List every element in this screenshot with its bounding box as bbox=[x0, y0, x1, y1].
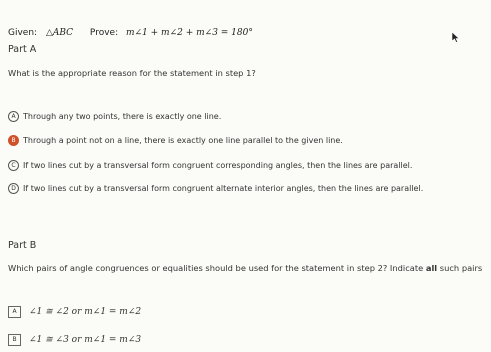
part-a-option-a[interactable] bbox=[8, 111, 221, 122]
part-a-question: What is the appropriate reason for the statement in step 1? bbox=[8, 68, 256, 78]
prove-label: Prove: bbox=[89, 28, 119, 38]
option-d-radio[interactable]: D bbox=[8, 183, 19, 194]
given-prove-line bbox=[8, 28, 253, 38]
option-a-radio[interactable]: A bbox=[8, 111, 19, 122]
part-a-option-d[interactable] bbox=[8, 183, 423, 194]
option-b-radio-selected[interactable]: B bbox=[8, 135, 19, 146]
option-c-text: If two lines cut by a transversal form congruent corresponding angles, then the lines are parallel. bbox=[23, 161, 413, 170]
part-b-option-a-text: ∠1 ≅ ∠2 or m∠1 = m∠2 bbox=[29, 307, 142, 317]
option-d-text: If two lines cut by a transversal form congruent alternate interior angles, then the lines are parallel. bbox=[23, 184, 424, 193]
part-b-question-suffix: such pairs bbox=[437, 263, 483, 273]
part-b-option-b-text: ∠1 ≅ ∠3 or m∠1 = m∠3 bbox=[29, 335, 142, 345]
mouse-pointer-icon bbox=[452, 32, 460, 43]
part-a-title: Part A bbox=[8, 44, 37, 55]
option-c-radio[interactable]: C bbox=[8, 160, 19, 171]
option-a-text: Through any two points, there is exactly one line. bbox=[23, 112, 222, 121]
prove-equation: m∠1 + m∠2 + m∠3 = 180° bbox=[125, 28, 253, 38]
part-a-option-b[interactable] bbox=[8, 135, 343, 146]
part-a-option-c[interactable] bbox=[8, 160, 412, 171]
given-triangle: △ABC bbox=[45, 28, 74, 38]
given-label: Given: bbox=[8, 28, 38, 38]
part-b-option-b[interactable] bbox=[8, 334, 141, 346]
part-b-title: Part B bbox=[8, 240, 37, 251]
part-b-question-prefix: Which pairs of angle congruences or equalities should be used for the statement in step 2? Indicate bbox=[8, 263, 426, 273]
part-b-checkbox-a[interactable]: A bbox=[8, 306, 21, 318]
part-b-checkbox-b[interactable]: B bbox=[8, 334, 21, 346]
option-b-text: Through a point not on a line, there is exactly one line parallel to the given line. bbox=[23, 136, 343, 145]
part-b-option-a[interactable] bbox=[8, 306, 141, 318]
part-b-question-bold: all bbox=[425, 263, 438, 273]
part-b-question bbox=[8, 263, 482, 273]
